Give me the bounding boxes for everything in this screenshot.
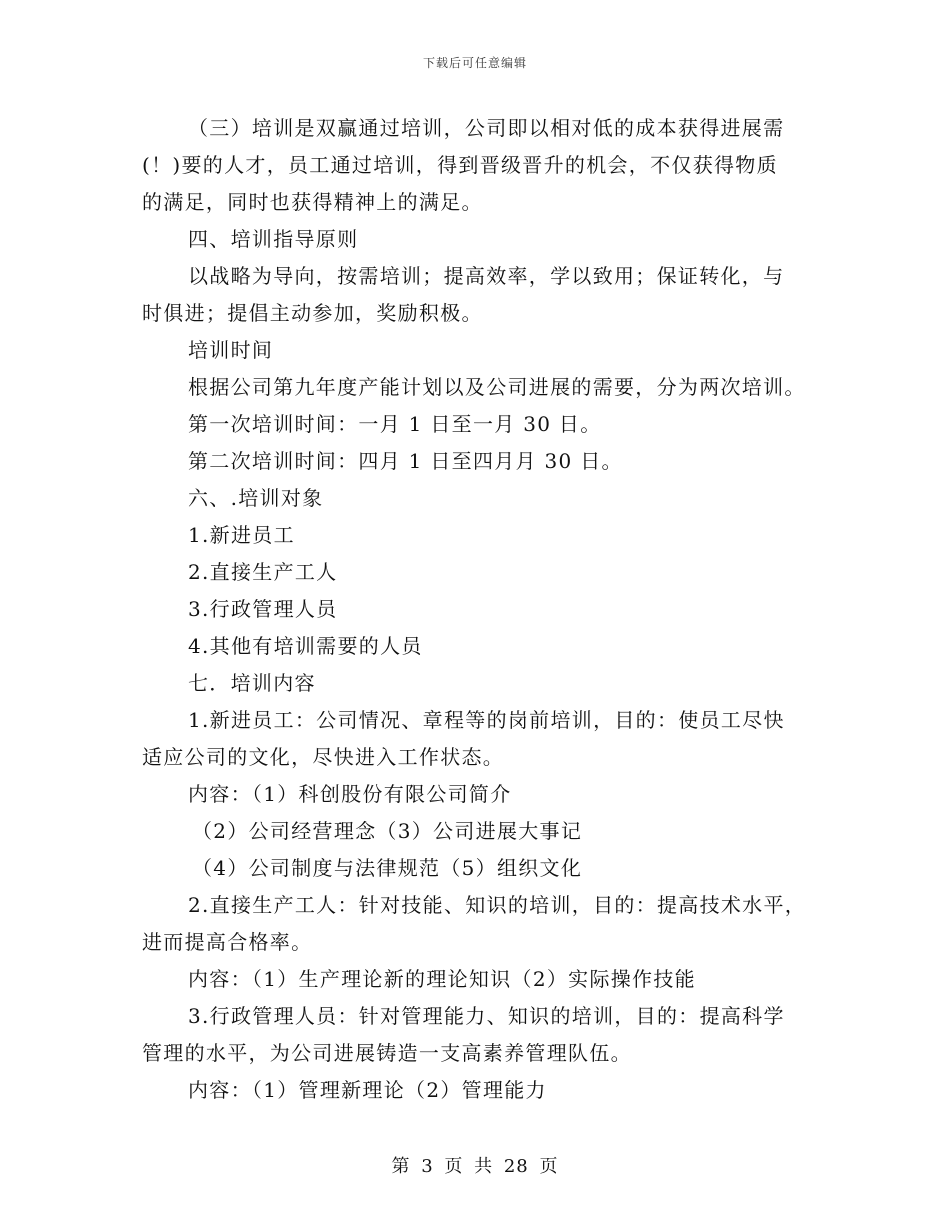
paragraph-line: 时俱进；提倡主动参加，奖励积极。 (142, 301, 483, 325)
paragraph-line: 3.行政管理人员 (188, 597, 338, 621)
paragraph-line: 内容：（1）科创股份有限公司简介 (188, 782, 512, 806)
paragraph-line: 2.直接生产工人：针对技能、知识的培训，目的：提高技术水平， (188, 893, 807, 917)
paragraph-line: 内容：（1）管理新理论（2）管理能力 (188, 1078, 547, 1102)
paragraph-line: （4）公司制度与法律规范（5）组织文化 (192, 856, 583, 880)
paragraph-line: 3.行政管理人员：针对管理能力、知识的培训，目的：提高科学 (188, 1004, 785, 1028)
page-footer: 第 3 页 共 28 页 (391, 1156, 559, 1177)
paragraph-line: 适应公司的文化，尽快进入工作状态。 (142, 745, 505, 769)
paragraph-line: 1.新进员工：公司情况、章程等的岗前培训，目的：使员工尽快 (188, 708, 785, 732)
paragraph-line: 第一次培训时间：一月 1 日至一月 30 日。 (188, 412, 602, 436)
paragraph-line: 的满足，同时也获得精神上的满足。 (142, 190, 483, 214)
paragraph-line: 培训时间 (188, 338, 274, 362)
paragraph-line: (！)要的人才，员工通过培训，得到晋级晋升的机会，不仅获得物质 (142, 153, 778, 177)
paragraph-line: （2）公司经营理念（3）公司进展大事记 (192, 819, 583, 843)
paragraph-line: 4.其他有培训需要的人员 (188, 634, 423, 658)
document-body (142, 110, 812, 1109)
paragraph-line: 第二次培训时间：四月 1 日至四月月 30 日。 (188, 449, 623, 473)
paragraph-line: 四、培训指导原则 (188, 227, 359, 251)
page-header: 下载后可任意编辑 (422, 56, 527, 70)
paragraph-line: 内容：（1）生产理论新的理论知识（2）实际操作技能 (188, 967, 696, 991)
paragraph-line: 以战略为导向，按需培训；提高效率，学以致用；保证转化，与 (188, 264, 785, 288)
paragraph-line: 七．培训内容 (188, 671, 316, 695)
paragraph-line: 六、.培训对象 (188, 486, 324, 510)
paragraph-line: 管理的水平，为公司进展铸造一支高素养管理队伍。 (142, 1041, 632, 1065)
paragraph-line: 进而提高合格率。 (142, 930, 313, 954)
paragraph-line: （三）培训是双赢通过培训，公司即以相对低的成本获得进展需 (188, 116, 785, 140)
paragraph-line: 根据公司第九年度产能计划以及公司进展的需要，分为两次培训。 (188, 375, 806, 399)
paragraph-line: 2.直接生产工人 (188, 560, 338, 584)
paragraph-line: 1.新进员工 (188, 523, 295, 547)
